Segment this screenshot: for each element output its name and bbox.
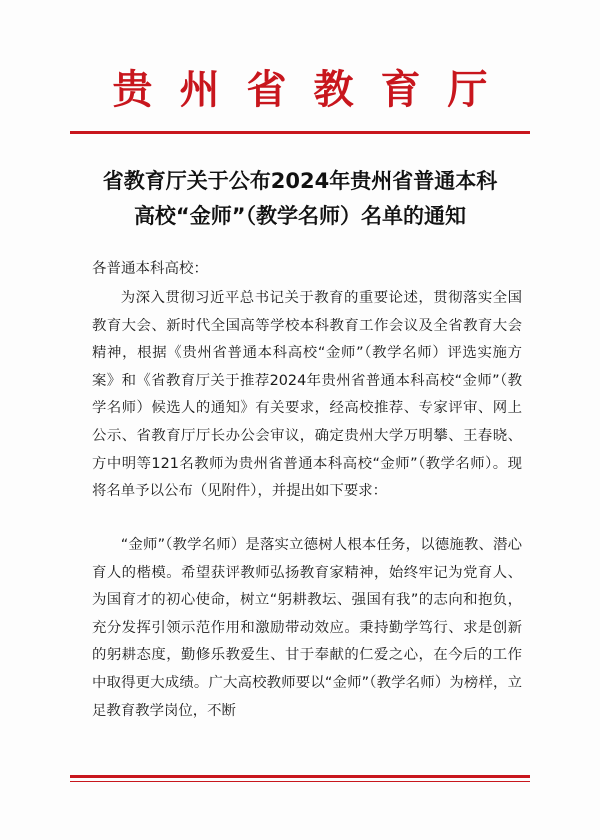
header-red-rule <box>70 131 530 134</box>
salutation: 各普通本科高校： <box>92 261 208 277</box>
document-title-line-2: 高校“金师”（教学名师）名单的通知 <box>133 204 467 228</box>
issuing-authority-header: 贵州省教育厅 <box>112 66 515 113</box>
body-paragraph-2: “金师”（教学名师）是落实立德树人根本任务，以德施教、潜心育人的楷模。希望获评教师弘扬教育家精神，始终牢记为党育人、为国育才的初心使命，树立“躬耕教坛、强国有我”的志向和抱负，充分发挥引领示范作用和激励带动效应。秉持勤学笃行、求是创新的躬耕态度，勤修乐教爱生、甘于奉献的仁爱之心，在今后的工作中取得更大成绩。广大高校教师要以“金师”（教学名师）为榜样，立足教育教学岗位，不断 <box>92 537 522 719</box>
body-paragraph-1: 为深入贯彻习近平总书记关于教育的重要论述，贯彻落实全国教育大会、新时代全国高等学校本科教育工作会议及全省教育大会精神，根据《贵州省普通本科高校“金师”（教学名师）评选实施方案》和《省教育厅关于推荐2024年贵州省普通本科高校“金师”（教学名师）候选人的通知》有关要求，经高校推荐、专家评审、网上公示、省教育厅厅长办公会审议，确定贵州大学万明攀、王春晓、方中明等121名教师为贵州省普通本科高校“金师”（教学名师）。现将名单予以公布（见附件），并提出如下要求： <box>92 290 522 500</box>
document-title-line-1: 省教育厅关于公布2024年贵州省普通本科 <box>102 169 498 193</box>
footer-red-rule-top <box>70 775 530 778</box>
footer-red-rule-bottom <box>70 781 530 782</box>
